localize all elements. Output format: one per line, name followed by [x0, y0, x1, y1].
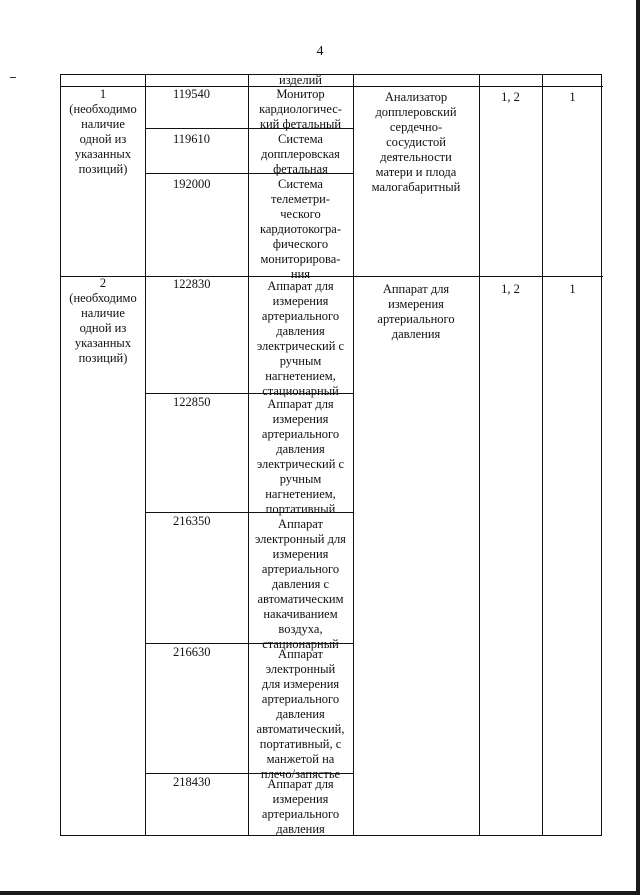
margin-mark	[10, 77, 16, 78]
continuation-text: изделий	[279, 73, 322, 87]
item-name: Аппарат для измерения артериального давления электрический с ручным нагнетением, стационарный	[256, 279, 345, 398]
item-name: Аппарат электронный для измерения артериального давления автоматический, портативный, с манжетой на плечо/запястье	[256, 647, 345, 781]
group-1-name: Анализатор допплеровский сердечно- сосудистой деятельности матери и плода малогабаритный	[371, 90, 461, 194]
item-code: 216350	[173, 514, 211, 528]
col-divider-5	[542, 75, 543, 835]
item-name: Система допплеровская фетальная	[261, 132, 340, 176]
item-code: 192000	[173, 177, 211, 191]
item-name: Аппарат для измерения артериального давления	[261, 777, 340, 836]
group-2-col5: 1, 2	[501, 282, 520, 296]
item-code: 122830	[173, 277, 211, 291]
item-code: 122850	[173, 395, 211, 409]
item-code: 119540	[173, 87, 211, 101]
group-1-col5: 1, 2	[501, 90, 520, 104]
item-name: Аппарат электронный для измерения артериального давления с автоматическим накачиванием воздуха, стационарный	[255, 517, 346, 651]
group-1-col6: 1	[569, 90, 576, 104]
scan-edge-right	[636, 0, 640, 895]
page-number: 4	[316, 44, 324, 59]
item-name: Система телеметри- ческого кардиотокогра- фического мониторирова- ния	[260, 177, 341, 281]
col-divider-1	[145, 75, 146, 835]
item-name: Аппарат для измерения артериального давления электрический с ручным нагнетением, портативный	[256, 397, 345, 516]
col-divider-4	[479, 75, 480, 835]
item-code: 216630	[173, 645, 211, 659]
group-2-label: 2 (необходимо наличие одной из указанных позиций)	[69, 276, 137, 365]
group-2-col6: 1	[569, 282, 576, 296]
group-2-name: Аппарат для измерения артериального давления	[377, 282, 455, 341]
scan-edge-bottom	[0, 891, 640, 895]
item-code: 218430	[173, 775, 211, 789]
item-code: 119610	[173, 132, 211, 146]
item-name: Монитор кардиологичес- кий фетальный	[259, 87, 342, 131]
group-1-label: 1 (необходимо наличие одной из указанных позиций)	[69, 87, 137, 176]
equipment-table	[60, 74, 602, 836]
